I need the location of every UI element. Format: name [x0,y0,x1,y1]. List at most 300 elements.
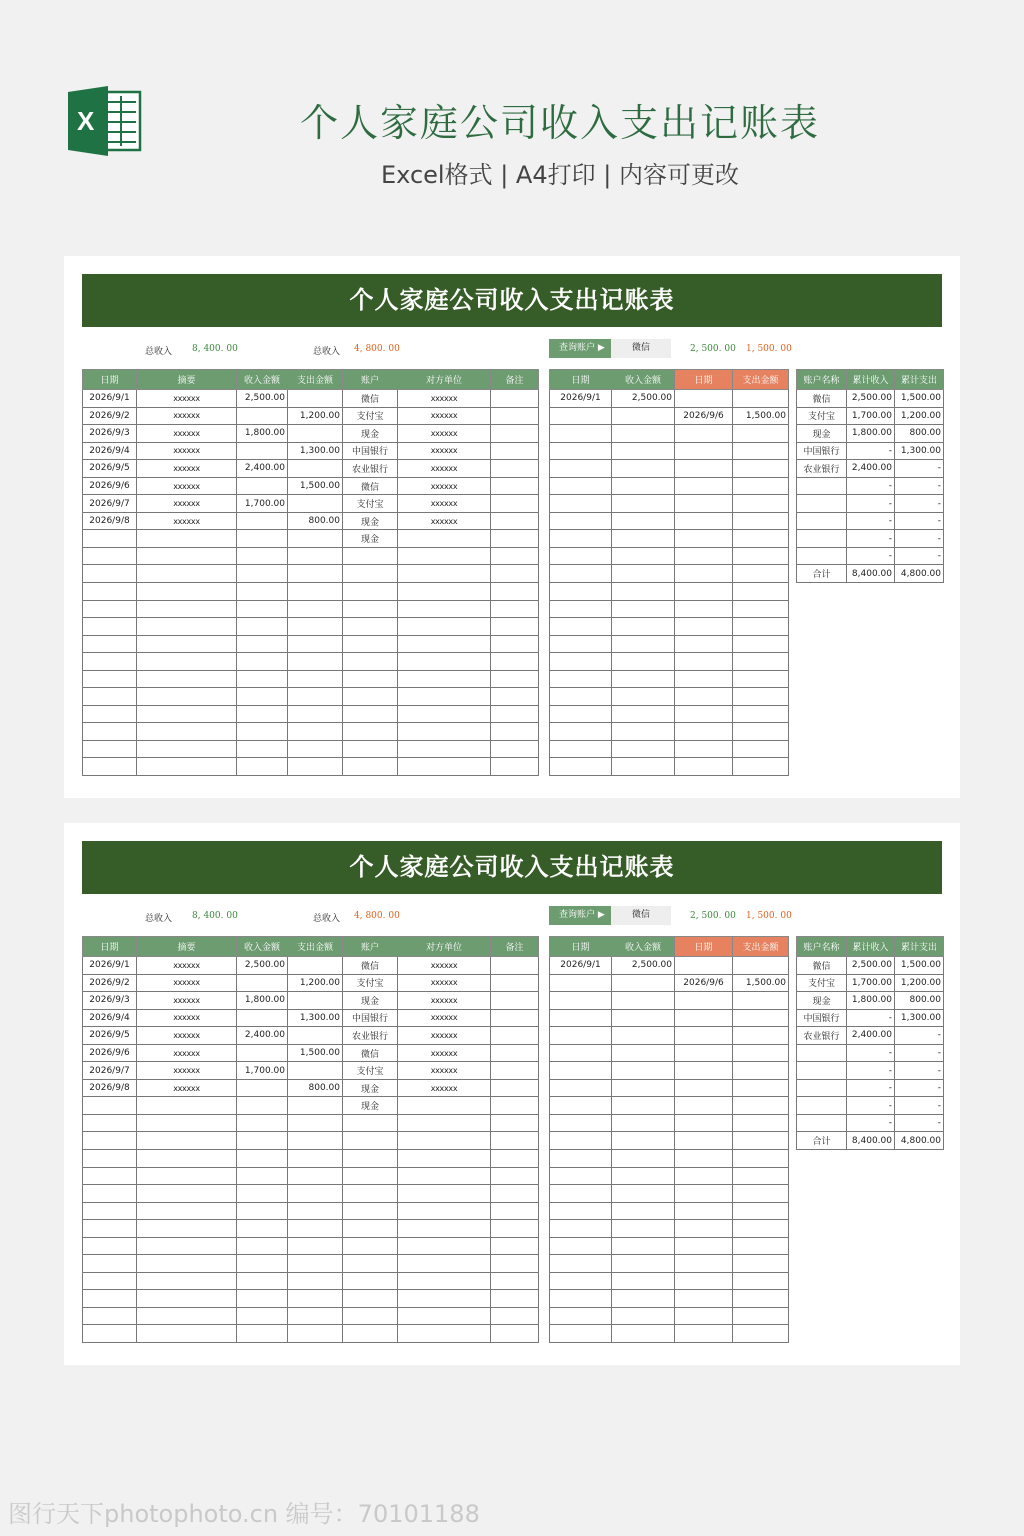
ledger-cell[interactable] [83,1167,137,1185]
query-cell[interactable] [733,495,789,513]
ledger-cell[interactable] [288,1062,343,1080]
ledger-cell[interactable]: xxxxxx [137,460,237,478]
ledger-cell[interactable] [83,1325,137,1343]
accounts-cell[interactable]: 4,800.00 [895,565,944,583]
ledger-cell[interactable]: xxxxxx [398,974,491,992]
accounts-cell[interactable]: - [847,1114,895,1132]
query-cell[interactable] [550,1027,612,1045]
query-cell[interactable] [733,1027,789,1045]
query-cell[interactable] [675,758,733,776]
ledger-cell[interactable] [83,1185,137,1203]
ledger-cell[interactable] [398,600,491,618]
query-cell[interactable] [733,1167,789,1185]
ledger-cell[interactable]: xxxxxx [398,1027,491,1045]
query-cell[interactable] [550,992,612,1010]
ledger-cell[interactable] [491,1255,539,1273]
ledger-cell[interactable] [491,460,539,478]
ledger-cell[interactable] [288,460,343,478]
ledger-cell[interactable]: 1,500.00 [288,477,343,495]
ledger-cell[interactable] [491,1027,539,1045]
accounts-cell[interactable]: 中国银行 [797,442,847,460]
accounts-cell[interactable]: - [895,1062,944,1080]
ledger-cell[interactable] [237,512,288,530]
query-cell[interactable] [675,670,733,688]
query-cell[interactable] [733,547,789,565]
accounts-cell[interactable]: 1,500.00 [895,957,944,975]
ledger-cell[interactable] [343,1255,398,1273]
query-cell[interactable] [733,618,789,636]
ledger-cell[interactable] [237,1220,288,1238]
query-cell[interactable] [675,653,733,671]
ledger-cell[interactable] [83,688,137,706]
accounts-cell[interactable]: - [895,477,944,495]
ledger-cell[interactable] [137,1167,237,1185]
ledger-cell[interactable] [288,530,343,548]
accounts-cell[interactable] [797,477,847,495]
query-cell[interactable] [612,583,675,601]
query-cell[interactable] [550,705,612,723]
ledger-cell[interactable] [343,740,398,758]
accounts-cell[interactable]: 800.00 [895,992,944,1010]
accounts-cell[interactable]: - [847,512,895,530]
query-cell[interactable] [612,442,675,460]
ledger-cell[interactable] [237,1290,288,1308]
ledger-cell[interactable]: xxxxxx [398,1062,491,1080]
ledger-cell[interactable] [288,1150,343,1168]
ledger-cell[interactable] [398,635,491,653]
ledger-cell[interactable] [343,1290,398,1308]
ledger-cell[interactable]: 1,200.00 [288,974,343,992]
ledger-cell[interactable]: 支付宝 [343,495,398,513]
ledger-cell[interactable] [137,1325,237,1343]
query-cell[interactable] [675,390,733,408]
query-cell[interactable] [675,460,733,478]
query-cell[interactable] [550,512,612,530]
ledger-cell[interactable] [288,635,343,653]
accounts-cell[interactable] [797,1044,847,1062]
accounts-cell[interactable]: 支付宝 [797,407,847,425]
query-cell[interactable] [675,1185,733,1203]
ledger-cell[interactable] [137,565,237,583]
query-cell[interactable] [612,600,675,618]
ledger-cell[interactable]: xxxxxx [137,512,237,530]
accounts-cell[interactable]: 800.00 [895,425,944,443]
ledger-cell[interactable] [491,992,539,1010]
ledger-cell[interactable] [237,1132,288,1150]
query-cell[interactable] [733,477,789,495]
ledger-cell[interactable] [343,547,398,565]
query-cell[interactable] [550,1202,612,1220]
ledger-cell[interactable] [398,758,491,776]
query-cell[interactable] [733,1079,789,1097]
ledger-cell[interactable] [137,670,237,688]
query-cell[interactable] [675,957,733,975]
accounts-cell[interactable] [797,1079,847,1097]
query-cell[interactable] [612,1167,675,1185]
query-cell[interactable] [675,512,733,530]
ledger-cell[interactable] [398,688,491,706]
query-cell[interactable] [550,1132,612,1150]
query-cell[interactable] [550,1272,612,1290]
ledger-cell[interactable] [137,1097,237,1115]
query-cell[interactable] [612,1062,675,1080]
ledger-cell[interactable] [137,583,237,601]
query-cell[interactable] [550,1255,612,1273]
ledger-cell[interactable] [237,758,288,776]
query-cell[interactable] [675,635,733,653]
ledger-cell[interactable] [398,1272,491,1290]
accounts-cell[interactable]: 1,300.00 [895,1009,944,1027]
ledger-cell[interactable] [83,1150,137,1168]
ledger-cell[interactable] [237,565,288,583]
ledger-cell[interactable] [288,618,343,636]
ledger-cell[interactable] [491,670,539,688]
ledger-cell[interactable]: 2,400.00 [237,460,288,478]
ledger-cell[interactable] [83,653,137,671]
ledger-cell[interactable] [491,653,539,671]
ledger-cell[interactable]: xxxxxx [398,390,491,408]
accounts-cell[interactable]: 微信 [797,957,847,975]
ledger-cell[interactable] [137,618,237,636]
ledger-cell[interactable]: xxxxxx [398,442,491,460]
ledger-cell[interactable] [83,758,137,776]
query-cell[interactable] [612,1272,675,1290]
query-cell[interactable] [675,583,733,601]
query-cell[interactable] [675,1150,733,1168]
ledger-cell[interactable] [343,1150,398,1168]
query-cell[interactable] [612,565,675,583]
query-cell[interactable] [675,1062,733,1080]
ledger-cell[interactable] [83,1237,137,1255]
query-cell[interactable] [675,425,733,443]
ledger-cell[interactable] [288,583,343,601]
ledger-cell[interactable] [398,1307,491,1325]
query-cell[interactable] [675,1044,733,1062]
ledger-cell[interactable] [83,740,137,758]
ledger-cell[interactable] [491,1114,539,1132]
ledger-cell[interactable]: xxxxxx [398,495,491,513]
ledger-cell[interactable] [137,1185,237,1203]
query-cell[interactable] [733,425,789,443]
ledger-cell[interactable] [288,390,343,408]
ledger-cell[interactable] [237,1185,288,1203]
ledger-cell[interactable] [137,547,237,565]
ledger-cell[interactable] [237,635,288,653]
accounts-cell[interactable]: - [847,495,895,513]
ledger-cell[interactable] [237,583,288,601]
ledger-cell[interactable] [137,600,237,618]
query-cell[interactable] [675,1290,733,1308]
ledger-cell[interactable] [237,1079,288,1097]
ledger-cell[interactable] [491,600,539,618]
ledger-cell[interactable] [288,425,343,443]
accounts-cell[interactable]: 支付宝 [797,974,847,992]
ledger-cell[interactable] [237,723,288,741]
ledger-cell[interactable] [288,495,343,513]
ledger-cell[interactable] [137,1150,237,1168]
ledger-cell[interactable] [83,635,137,653]
accounts-cell[interactable]: 2,500.00 [847,957,895,975]
ledger-cell[interactable] [288,1220,343,1238]
query-cell[interactable] [612,1097,675,1115]
query-cell[interactable] [733,583,789,601]
accounts-cell[interactable]: 1,700.00 [847,407,895,425]
accounts-cell[interactable]: 1,300.00 [895,442,944,460]
query-account-select[interactable]: 微信 [611,339,671,358]
ledger-cell[interactable]: xxxxxx [398,1044,491,1062]
ledger-cell[interactable] [288,1237,343,1255]
ledger-cell[interactable] [237,1044,288,1062]
ledger-cell[interactable] [137,1272,237,1290]
ledger-cell[interactable] [343,1202,398,1220]
ledger-cell[interactable]: 支付宝 [343,407,398,425]
ledger-cell[interactable]: 现金 [343,530,398,548]
ledger-cell[interactable]: xxxxxx [137,1079,237,1097]
query-cell[interactable] [733,600,789,618]
query-cell[interactable] [612,1027,675,1045]
query-cell[interactable] [733,442,789,460]
ledger-cell[interactable]: 2026/9/3 [83,425,137,443]
ledger-cell[interactable]: 2026/9/5 [83,460,137,478]
query-cell[interactable] [550,1114,612,1132]
query-cell[interactable] [550,635,612,653]
query-cell[interactable] [675,1079,733,1097]
ledger-cell[interactable] [491,1272,539,1290]
ledger-cell[interactable] [491,547,539,565]
query-cell[interactable] [550,670,612,688]
ledger-cell[interactable]: 微信 [343,1044,398,1062]
accounts-cell[interactable] [797,530,847,548]
ledger-cell[interactable]: xxxxxx [137,957,237,975]
query-cell[interactable] [550,407,612,425]
ledger-cell[interactable] [137,1202,237,1220]
query-cell[interactable] [612,1255,675,1273]
accounts-cell[interactable]: - [895,495,944,513]
ledger-cell[interactable]: xxxxxx [398,957,491,975]
ledger-cell[interactable] [237,1097,288,1115]
ledger-cell[interactable]: 支付宝 [343,974,398,992]
ledger-cell[interactable] [491,495,539,513]
ledger-cell[interactable] [343,1132,398,1150]
query-cell[interactable] [612,705,675,723]
ledger-cell[interactable]: xxxxxx [398,992,491,1010]
query-cell[interactable] [675,1220,733,1238]
ledger-cell[interactable] [288,1132,343,1150]
ledger-cell[interactable] [398,1202,491,1220]
ledger-cell[interactable] [137,758,237,776]
query-cell[interactable] [612,1114,675,1132]
ledger-cell[interactable] [288,600,343,618]
ledger-cell[interactable] [343,1185,398,1203]
query-cell[interactable] [550,1220,612,1238]
ledger-cell[interactable] [237,442,288,460]
query-cell[interactable] [733,670,789,688]
query-cell[interactable] [550,1009,612,1027]
query-cell[interactable] [612,1009,675,1027]
query-cell[interactable] [733,740,789,758]
query-cell[interactable] [733,758,789,776]
query-cell[interactable] [675,723,733,741]
query-cell[interactable] [733,1009,789,1027]
accounts-cell[interactable]: - [895,460,944,478]
ledger-cell[interactable] [491,1185,539,1203]
ledger-cell[interactable] [491,635,539,653]
query-cell[interactable] [550,565,612,583]
query-cell[interactable] [675,1027,733,1045]
query-cell[interactable] [550,1044,612,1062]
ledger-cell[interactable] [237,1114,288,1132]
query-cell[interactable] [550,740,612,758]
query-cell[interactable] [733,1185,789,1203]
ledger-cell[interactable]: xxxxxx [137,442,237,460]
ledger-cell[interactable] [237,1255,288,1273]
query-cell[interactable] [550,1325,612,1343]
ledger-cell[interactable]: 2026/9/8 [83,512,137,530]
ledger-cell[interactable] [83,1220,137,1238]
ledger-cell[interactable] [491,758,539,776]
ledger-cell[interactable]: 微信 [343,477,398,495]
ledger-cell[interactable] [83,1132,137,1150]
ledger-cell[interactable] [83,565,137,583]
ledger-cell[interactable] [491,1307,539,1325]
ledger-cell[interactable]: 中国银行 [343,442,398,460]
query-cell[interactable]: 2026/9/6 [675,974,733,992]
query-cell[interactable] [612,723,675,741]
ledger-cell[interactable] [288,723,343,741]
query-cell[interactable] [612,1237,675,1255]
ledger-cell[interactable] [491,1202,539,1220]
ledger-cell[interactable] [137,635,237,653]
query-cell[interactable] [675,740,733,758]
query-cell[interactable] [675,565,733,583]
query-cell[interactable] [550,723,612,741]
accounts-cell[interactable]: 2,400.00 [847,1027,895,1045]
ledger-cell[interactable] [491,740,539,758]
ledger-cell[interactable] [398,670,491,688]
ledger-cell[interactable] [237,1150,288,1168]
query-cell[interactable] [675,477,733,495]
ledger-cell[interactable]: 2026/9/6 [83,477,137,495]
accounts-cell[interactable]: 1,800.00 [847,992,895,1010]
query-cell[interactable] [733,390,789,408]
query-cell[interactable] [733,688,789,706]
ledger-cell[interactable] [343,705,398,723]
query-cell[interactable] [612,407,675,425]
ledger-cell[interactable] [288,758,343,776]
ledger-cell[interactable]: xxxxxx [137,1062,237,1080]
ledger-cell[interactable] [137,1237,237,1255]
ledger-cell[interactable] [491,723,539,741]
ledger-cell[interactable] [343,670,398,688]
query-cell[interactable] [675,1307,733,1325]
ledger-cell[interactable] [491,1150,539,1168]
ledger-cell[interactable] [83,600,137,618]
accounts-cell[interactable] [797,1062,847,1080]
ledger-cell[interactable]: 2026/9/2 [83,407,137,425]
accounts-cell[interactable]: - [847,1097,895,1115]
ledger-cell[interactable] [83,1097,137,1115]
query-cell[interactable] [612,1307,675,1325]
ledger-cell[interactable] [491,1097,539,1115]
ledger-cell[interactable]: 2026/9/3 [83,992,137,1010]
query-cell[interactable] [733,1114,789,1132]
accounts-cell[interactable]: 8,400.00 [847,1132,895,1150]
accounts-cell[interactable] [797,547,847,565]
query-cell[interactable] [733,530,789,548]
accounts-cell[interactable]: 1,200.00 [895,974,944,992]
ledger-cell[interactable] [491,957,539,975]
query-cell[interactable] [733,1307,789,1325]
ledger-cell[interactable] [137,653,237,671]
query-cell[interactable] [612,477,675,495]
query-cell[interactable] [612,992,675,1010]
ledger-cell[interactable] [398,1132,491,1150]
accounts-cell[interactable]: - [847,1062,895,1080]
query-cell[interactable] [733,460,789,478]
accounts-cell[interactable]: 合计 [797,565,847,583]
query-cell[interactable] [733,1220,789,1238]
query-cell[interactable] [550,1237,612,1255]
query-cell[interactable] [550,758,612,776]
ledger-cell[interactable]: 1,500.00 [288,1044,343,1062]
accounts-cell[interactable]: - [847,442,895,460]
ledger-cell[interactable] [491,1044,539,1062]
accounts-cell[interactable]: - [847,477,895,495]
ledger-cell[interactable] [398,1325,491,1343]
query-cell[interactable] [733,1132,789,1150]
ledger-cell[interactable] [398,1255,491,1273]
ledger-cell[interactable] [491,1062,539,1080]
ledger-cell[interactable] [137,688,237,706]
ledger-cell[interactable] [491,1290,539,1308]
query-cell[interactable] [550,495,612,513]
accounts-cell[interactable]: - [895,1079,944,1097]
query-cell[interactable] [550,425,612,443]
ledger-cell[interactable]: xxxxxx [137,992,237,1010]
ledger-cell[interactable] [237,1167,288,1185]
query-cell[interactable] [675,600,733,618]
query-cell[interactable] [612,530,675,548]
accounts-cell[interactable]: 1,500.00 [895,390,944,408]
ledger-cell[interactable] [83,1255,137,1273]
ledger-cell[interactable]: 农业银行 [343,460,398,478]
ledger-cell[interactable] [491,705,539,723]
ledger-cell[interactable] [288,1272,343,1290]
query-cell[interactable] [733,1202,789,1220]
query-cell[interactable] [733,992,789,1010]
accounts-cell[interactable]: - [895,1044,944,1062]
ledger-cell[interactable] [398,565,491,583]
ledger-cell[interactable] [288,957,343,975]
query-cell[interactable] [612,1290,675,1308]
ledger-cell[interactable]: 现金 [343,425,398,443]
accounts-cell[interactable]: - [847,547,895,565]
query-cell[interactable] [612,758,675,776]
ledger-cell[interactable] [398,1220,491,1238]
accounts-cell[interactable]: 现金 [797,425,847,443]
ledger-cell[interactable] [398,530,491,548]
query-cell[interactable] [675,688,733,706]
ledger-cell[interactable] [288,688,343,706]
ledger-cell[interactable] [343,583,398,601]
ledger-cell[interactable] [398,723,491,741]
ledger-cell[interactable] [237,1272,288,1290]
ledger-cell[interactable] [288,740,343,758]
ledger-cell[interactable]: xxxxxx [137,390,237,408]
ledger-cell[interactable] [137,705,237,723]
accounts-cell[interactable]: - [847,1044,895,1062]
ledger-cell[interactable] [398,1150,491,1168]
